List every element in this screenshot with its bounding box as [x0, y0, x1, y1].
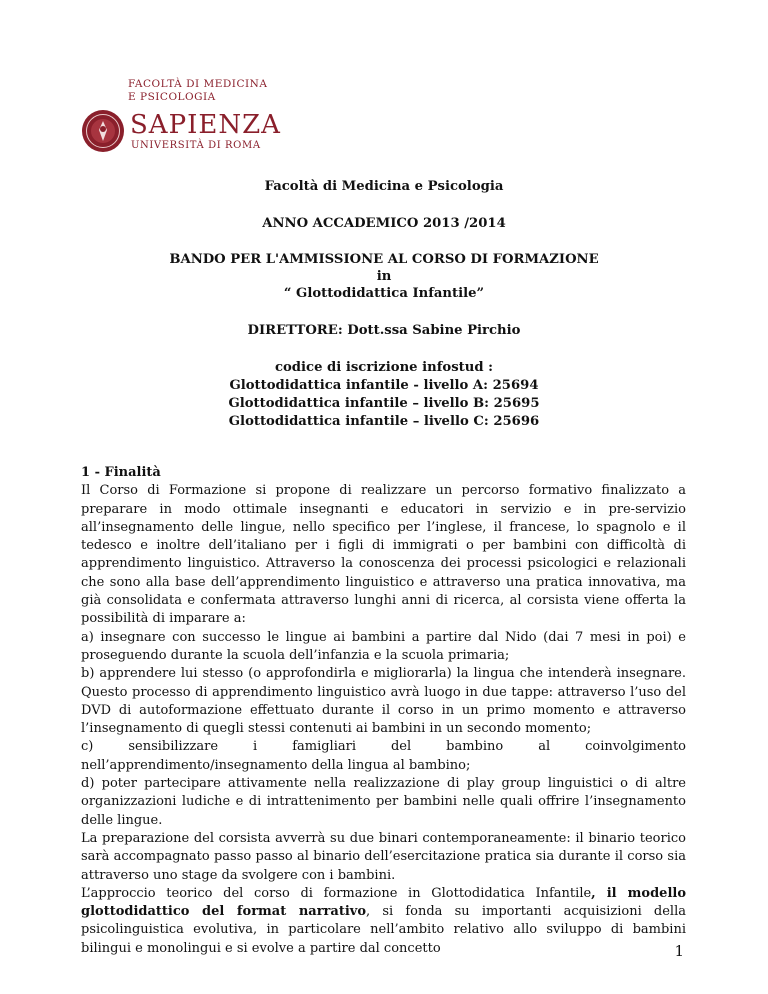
academic-year: ANNO ACCADEMICO 2013 /2014: [262, 216, 506, 231]
document-body: [81, 464, 686, 958]
director-line: DIRETTORE: Dott.ssa Sabine Pirchio: [247, 323, 521, 338]
bando-title-line-3: “ Glottodidattica Infantile”: [283, 286, 485, 301]
list-item-a: a) insegnare con successo le lingue ai bambini a partire dal Nido (dai 7 mesi in poi) e proseguendo durante la scuola dell’infanzia e la scuola primaria;: [81, 629, 686, 663]
logo-faculty-line-2: E PSICOLOGIA: [128, 91, 216, 103]
logo-brand-sub: UNIVERSITÀ DI ROMA: [131, 140, 261, 151]
code-level-a: Glottodidattica infantile - livello A: 25694: [229, 378, 539, 393]
logo-faculty-line-1: FACOLTÀ DI MEDICINA: [128, 78, 268, 90]
paragraph-approach: [81, 885, 686, 958]
approach-text-bold: , il modello glottodidattico del format narrativo: [81, 885, 686, 920]
paragraph-purpose: Il Corso di Formazione si propone di realizzare un percorso formativo finalizzato a preparare in modo ottimale insegnanti e educatori in servizio e in pre-servizio all’insegnamento delle lingue, nello specifico per l’inglese, il francese, lo spagnolo e il tedesco e inoltre dell’italiano per i figli di immigrati o per bambini con difficoltà di apprendimento linguistico. Attraverso la conoscenza dei processi psicologici e relazionali che sono alla base dell’apprendimento linguistico e attraverso una pratica innovativa, ma già consolidata e confermata attraverso lunghi anni di ricerca, al corsista viene offerta la possibilità di imparare a:: [81, 483, 686, 627]
code-level-c: Glottodidattica infantile – livello C: 25696: [228, 414, 540, 429]
sapienza-logo: [80, 78, 280, 178]
page-number: 1: [674, 942, 684, 960]
list-item-d: d) poter partecipare attivamente nella realizzazione di play group linguistici o di altre organizzazioni ludiche e di intrattenimento per bambini nelle quali offrire l’insegnamento delle lingue.: [81, 776, 686, 828]
list-item-c: c) sensibilizzare i famigliari del bambino al coinvolgimento nell’apprendimento/insegnamento della lingua al bambino;: [81, 739, 686, 773]
codes-title: codice di iscrizione infostud :: [274, 360, 494, 375]
logo-brand: SAPIENZA: [130, 110, 281, 140]
approach-text-start: L’approccio teorico del corso di formazione in Glottodidatica Infantile: [81, 885, 592, 901]
bando-title-line-2: in: [376, 269, 392, 284]
university-seal-icon: [80, 108, 126, 154]
section-title: 1 - Finalità: [81, 465, 161, 480]
list-item-b: b) apprendere lui stesso (o approfondirla e migliorarla) la lingua che intenderà insegnare. Questo processo di apprendimento linguistico avrà luogo in due tappe: attraverso l’uso del DVD di autoformazione effettuato durante il corso in un primo momento e attraverso l’insegnamento di quegli stessi contenuti ai bambini in un secondo momento;: [81, 666, 686, 737]
bando-title-line-1: BANDO PER L'AMMISSIONE AL CORSO DI FORMAZIONE: [169, 252, 599, 267]
code-level-b: Glottodidattica infantile – livello B: 25695: [228, 396, 540, 411]
faculty-heading: Facoltà di Medicina e Psicologia: [264, 179, 504, 194]
approach-text-end: , si fonda su importanti acquisizioni della psicolinguistica evolutiva, in particolare nell’ambito relativo allo sviluppo di bambini bilingui e monolingui e si evolve a partire dal concetto: [81, 904, 687, 956]
paragraph-preparation: La preparazione del corsista avverrà su due binari contemporaneamente: il binario teorico sarà accompagnato passo passo al binario dell’esercitazione pratica sia durante il corso sia attraverso uno stage da svolgere con i bambini.: [81, 830, 686, 883]
